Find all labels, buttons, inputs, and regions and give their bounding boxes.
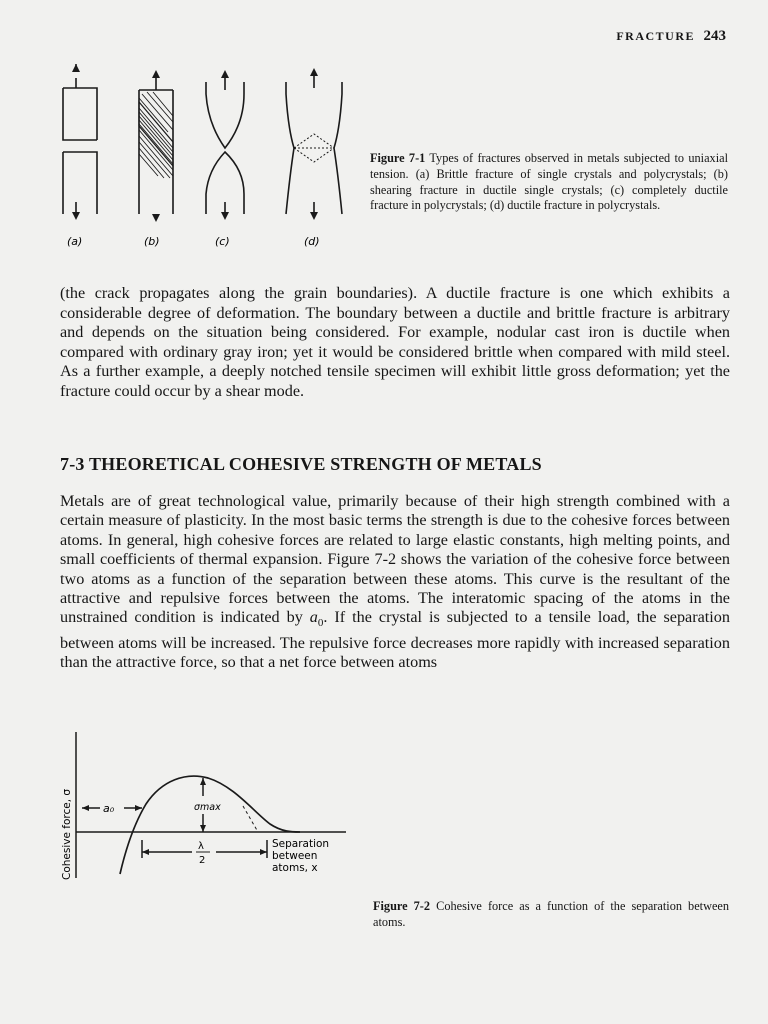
paragraph-2-before: Metals are of great technological value, primarily because of their high strength combined with a certain measure of plasticity. In the most basic terms the strength is due to the cohesive forces between atoms. In general, high cohesive forces are related to large elastic constants, high melting points, and small coefficients of thermal expansion. Figure 7-2 shows the variation of the cohesive force between two atoms as a function of the separation between these atoms. This curve is the resultant of the attractive and repulsive forces between the atoms. The interatomic spacing of the atoms in the unstrained condition is indicated by <box>60 492 730 627</box>
lambda-denominator: 2 <box>199 855 206 866</box>
figure-7-1-label: Figure 7-1 <box>370 151 426 165</box>
panel-label-a: (a) <box>67 235 83 248</box>
x-axis-label-line-2: between <box>272 850 318 862</box>
sigma-max-label: σmax <box>194 802 221 813</box>
panel-label-b: (b) <box>144 235 160 248</box>
figure-7-2-caption-text: Cohesive force as a function of the separation between atoms. <box>373 899 730 929</box>
paragraph-2-symbol-sub: 0 <box>317 617 324 630</box>
panel-a-drawing <box>63 64 97 220</box>
paragraph-2-symbol: a <box>309 608 318 627</box>
figure-7-2-cohesive-force <box>58 728 358 898</box>
body-paragraph-1: (the crack propagates along the grain boundaries). A ductile fracture is one which exhibits a considerable degree of deformation. The boundary between a ductile and brittle fracture is arbitrary and depends on the situation being considered. For example, nodular cast iron is ductile when compared with ordinary gray iron; yet it would be considered brittle when compared with mild steel. As a further example, a deeply notched tensile specimen will exhibit little gross deformation; yet the fracture could occur by a shear mode. <box>60 284 730 400</box>
panel-c-drawing <box>206 70 244 220</box>
body-paragraph-2 <box>60 492 730 673</box>
running-head <box>616 28 726 45</box>
lambda-numerator: λ <box>198 841 204 852</box>
figure-7-1-caption-text: Types of fractures observed in metals subjected to uniaxial tension. (a) Brittle fracture of single crystals and polycrystals; (b) shearing fracture in ductile single crystals; (c) completely ductile fracture in polycrystals; (d) ductile fracture in polycrystals. <box>370 151 728 213</box>
x-axis-label-line-1: Separation <box>272 838 330 850</box>
figure-7-2-caption <box>373 899 729 931</box>
a0-label: a₀ <box>103 802 115 815</box>
figure-7-1-caption <box>370 151 728 214</box>
section-heading: 7-3 THEORETICAL COHESIVE STRENGTH OF METALS <box>60 454 542 474</box>
panel-b-drawing <box>139 70 173 222</box>
panel-label-c: (c) <box>215 235 230 248</box>
figure-7-2-label: Figure 7-2 <box>373 899 431 913</box>
x-axis-label-line-3: atoms, x <box>272 862 318 874</box>
figure-7-1-fracture-types <box>58 64 353 250</box>
paragraph-2-after: . If the crystal is subjected to a tensile load, the separation between atoms will be increased. The repulsive force decreases more rapidly with increased separation than the attractive force, so that a net force between atoms <box>60 608 730 672</box>
running-head-section: FRACTURE <box>616 29 695 43</box>
panel-d-drawing <box>286 68 342 220</box>
panel-label-d: (d) <box>304 235 320 248</box>
page-number: 243 <box>703 28 726 44</box>
y-axis-label: Cohesive force, σ <box>61 788 73 880</box>
